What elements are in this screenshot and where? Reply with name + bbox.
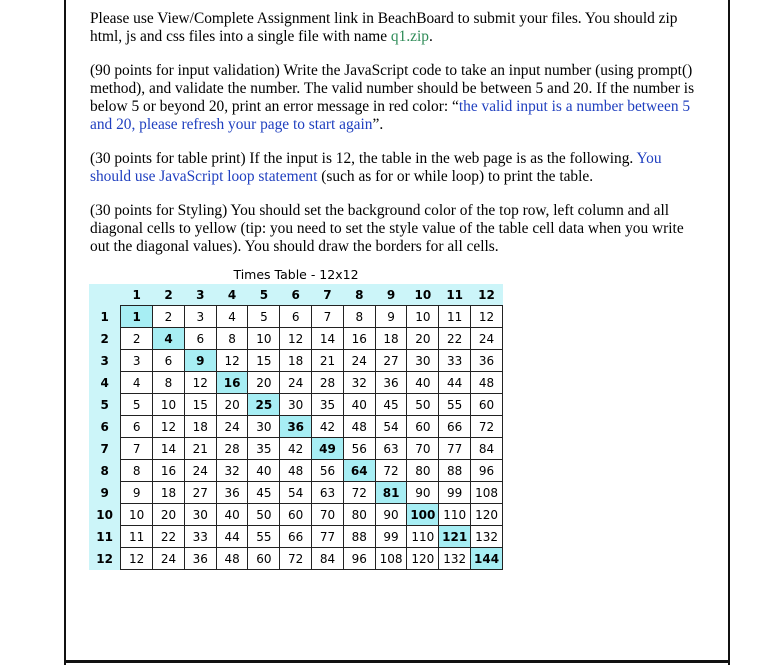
table-cell: 24 — [184, 460, 216, 482]
diagonal-cell: 64 — [343, 460, 375, 482]
column-header: 6 — [291, 287, 300, 302]
row-header: 6 — [100, 419, 109, 434]
table-cell: 120 — [471, 504, 503, 526]
column-header: 4 — [227, 287, 237, 302]
row-header: 5 — [100, 397, 109, 412]
table-cell: 77 — [312, 526, 344, 548]
table-cell: 96 — [343, 548, 375, 570]
table-cell: 60 — [407, 416, 439, 438]
table-cell: 45 — [248, 482, 280, 504]
row-header: 8 — [100, 463, 109, 478]
assignment-text — [90, 10, 702, 272]
table-cell: 70 — [312, 504, 344, 526]
table-cell: 90 — [375, 504, 407, 526]
diagonal-cell: 81 — [375, 482, 407, 504]
intro-suffix: . — [428, 28, 433, 45]
table-cell: 99 — [439, 482, 471, 504]
table-cell: 11 — [121, 526, 153, 548]
table-cell: 15 — [248, 350, 280, 372]
table-cell: 36 — [471, 350, 503, 372]
table-cell: 40 — [248, 460, 280, 482]
table-cell: 36 — [375, 372, 407, 394]
table-cell: 50 — [248, 504, 280, 526]
table-cell: 6 — [121, 416, 153, 438]
table-cell: 66 — [439, 416, 471, 438]
times-table-caption: Times Table - 12x12 — [89, 266, 503, 284]
validation-suffix: ”. — [372, 116, 384, 133]
table-cell: 132 — [471, 526, 503, 548]
table-cell: 33 — [439, 350, 471, 372]
table-cell: 48 — [280, 460, 312, 482]
table-row — [89, 548, 503, 570]
column-header: 9 — [386, 287, 396, 302]
table-cell: 44 — [216, 526, 248, 548]
table-cell: 88 — [343, 526, 375, 548]
table-cell: 16 — [153, 460, 185, 482]
table-cell: 7 — [121, 438, 153, 460]
row-header: 10 — [96, 507, 113, 522]
table-row — [89, 350, 503, 372]
diagonal-cell: 121 — [439, 526, 471, 548]
error-message-text: the valid input is a number between 5 and 20, please refresh your page to start again — [90, 98, 691, 133]
table-cell: 12 — [216, 350, 248, 372]
table-cell: 48 — [216, 548, 248, 570]
diagonal-cell: 49 — [312, 438, 344, 460]
row-header: 4 — [100, 375, 109, 390]
table-cell: 60 — [248, 548, 280, 570]
table-cell: 56 — [312, 460, 344, 482]
corner-cell — [89, 284, 121, 306]
table-cell: 3 — [184, 306, 216, 328]
table-cell: 12 — [121, 548, 153, 570]
table-cell: 84 — [471, 438, 503, 460]
table-row — [89, 306, 503, 328]
table-cell: 9 — [375, 306, 407, 328]
table-cell: 18 — [280, 350, 312, 372]
table-cell: 28 — [312, 372, 344, 394]
table-cell: 96 — [471, 460, 503, 482]
table-cell: 110 — [407, 526, 439, 548]
table-cell: 5 — [121, 394, 153, 416]
table-cell: 6 — [153, 350, 185, 372]
table-cell: 15 — [184, 394, 216, 416]
table-cell: 108 — [375, 548, 407, 570]
table-cell: 55 — [439, 394, 471, 416]
table-cell: 72 — [375, 460, 407, 482]
table-cell: 55 — [248, 526, 280, 548]
table-cell: 6 — [184, 328, 216, 350]
page-border-left — [64, 0, 66, 665]
column-header: 7 — [323, 287, 332, 302]
table-cell: 20 — [248, 372, 280, 394]
table-cell: 40 — [343, 394, 375, 416]
table-cell: 18 — [375, 328, 407, 350]
table-cell: 4 — [216, 306, 248, 328]
table-cell: 8 — [153, 372, 185, 394]
table-cell: 108 — [471, 482, 503, 504]
table-cell: 42 — [312, 416, 344, 438]
table-cell: 42 — [280, 438, 312, 460]
table-row — [89, 394, 503, 416]
intro-text: Please use View/Complete Assignment link in BeachBoard to submit your files. You should zip html, js and css files into a single file with name — [90, 10, 678, 45]
table-cell: 12 — [184, 372, 216, 394]
row-header: 3 — [100, 353, 109, 368]
table-cell: 50 — [407, 394, 439, 416]
table-cell: 40 — [216, 504, 248, 526]
table-cell: 70 — [407, 438, 439, 460]
table-cell: 10 — [121, 504, 153, 526]
table-row — [89, 526, 503, 548]
table-row — [89, 328, 503, 350]
table-cell: 12 — [280, 328, 312, 350]
table-cell: 30 — [280, 394, 312, 416]
table-cell: 22 — [439, 328, 471, 350]
table-cell: 48 — [471, 372, 503, 394]
times-table — [89, 284, 503, 570]
table-cell: 54 — [280, 482, 312, 504]
table-cell: 6 — [280, 306, 312, 328]
table-cell: 24 — [343, 350, 375, 372]
table-cell: 10 — [248, 328, 280, 350]
table-cell: 90 — [407, 482, 439, 504]
table-cell: 32 — [343, 372, 375, 394]
diagonal-cell: 1 — [121, 306, 153, 328]
times-table-figure — [89, 266, 503, 570]
table-cell: 14 — [153, 438, 185, 460]
table-cell: 63 — [312, 482, 344, 504]
table-cell: 40 — [407, 372, 439, 394]
column-header: 8 — [355, 287, 364, 302]
table-cell: 8 — [216, 328, 248, 350]
table-cell: 80 — [343, 504, 375, 526]
table-cell: 36 — [184, 548, 216, 570]
table-cell: 60 — [280, 504, 312, 526]
table-cell: 77 — [439, 438, 471, 460]
loop-requirement: You should use JavaScript loop statement — [90, 150, 662, 185]
table-cell: 54 — [375, 416, 407, 438]
table-cell: 14 — [312, 328, 344, 350]
table-row — [89, 416, 503, 438]
table-cell: 28 — [216, 438, 248, 460]
table-cell: 30 — [407, 350, 439, 372]
table-cell: 18 — [153, 482, 185, 504]
diagonal-cell: 4 — [153, 328, 185, 350]
table-cell: 56 — [343, 438, 375, 460]
row-header: 11 — [96, 529, 113, 544]
table-cell: 2 — [153, 306, 185, 328]
table-cell: 36 — [216, 482, 248, 504]
diagonal-cell: 25 — [248, 394, 280, 416]
table-cell: 18 — [184, 416, 216, 438]
table-cell: 80 — [407, 460, 439, 482]
table-cell: 30 — [184, 504, 216, 526]
header-row — [89, 284, 503, 306]
table-print-paragraph — [90, 150, 702, 186]
validation-paragraph — [90, 62, 702, 134]
table-cell: 5 — [248, 306, 280, 328]
column-header: 10 — [414, 287, 432, 302]
styling-text: (30 points for Styling) You should set the background color of the top row, left column and all diagonal cells to yellow (tip: you need to set the style value of the table cell data when you write out the diagonal values). You should draw the borders for all cells. — [90, 202, 684, 255]
table-cell: 27 — [375, 350, 407, 372]
diagonal-cell: 36 — [280, 416, 312, 438]
table-cell: 27 — [184, 482, 216, 504]
row-header: 7 — [100, 441, 109, 456]
styling-paragraph — [90, 202, 702, 256]
table-cell: 110 — [439, 504, 471, 526]
column-header: 5 — [259, 287, 269, 302]
table-cell: 72 — [471, 416, 503, 438]
table-cell: 24 — [280, 372, 312, 394]
table-cell: 21 — [184, 438, 216, 460]
diagonal-cell: 16 — [216, 372, 248, 394]
table-cell: 11 — [439, 306, 471, 328]
table-row — [89, 372, 503, 394]
table-print-suffix: (such as for or while loop) to print the table. — [317, 168, 594, 185]
table-cell: 30 — [248, 416, 280, 438]
table-cell: 72 — [280, 548, 312, 570]
table-cell: 60 — [471, 394, 503, 416]
table-cell: 3 — [121, 350, 153, 372]
table-cell: 44 — [439, 372, 471, 394]
table-row — [89, 438, 503, 460]
table-cell: 35 — [248, 438, 280, 460]
table-cell: 9 — [121, 482, 153, 504]
table-cell: 45 — [375, 394, 407, 416]
page-border-bottom — [64, 660, 730, 663]
table-cell: 20 — [407, 328, 439, 350]
column-header: 3 — [196, 287, 205, 302]
row-header: 9 — [100, 485, 109, 500]
row-header: 2 — [100, 331, 109, 346]
table-cell: 120 — [407, 548, 439, 570]
table-cell: 20 — [153, 504, 185, 526]
column-header: 2 — [164, 287, 173, 302]
table-row — [89, 460, 503, 482]
table-cell: 22 — [153, 526, 185, 548]
table-cell: 21 — [312, 350, 344, 372]
table-print-text: (30 points for table print) If the input is 12, the table in the web page is as the following. — [90, 150, 637, 167]
table-cell: 84 — [312, 548, 344, 570]
table-row — [89, 504, 503, 526]
table-cell: 132 — [439, 548, 471, 570]
table-cell: 24 — [216, 416, 248, 438]
row-header: 12 — [96, 551, 113, 566]
table-cell: 63 — [375, 438, 407, 460]
table-cell: 72 — [343, 482, 375, 504]
column-header: 11 — [446, 287, 464, 302]
table-cell: 8 — [121, 460, 153, 482]
table-cell: 10 — [153, 394, 185, 416]
diagonal-cell: 9 — [184, 350, 216, 372]
validation-text: (90 points for input validation) Write the JavaScript code to take an input number (using prompt() method), and validate the number. The valid number should be between 5 and 20. If the number is below 5 or beyond 20, print an error message in red color: “ — [90, 62, 695, 115]
table-cell: 16 — [343, 328, 375, 350]
table-cell: 8 — [343, 306, 375, 328]
table-cell: 48 — [343, 416, 375, 438]
diagonal-cell: 100 — [407, 504, 439, 526]
table-cell: 99 — [375, 526, 407, 548]
intro-paragraph — [90, 10, 702, 46]
table-cell: 10 — [407, 306, 439, 328]
filename: q1.zip — [390, 28, 429, 45]
table-cell: 32 — [216, 460, 248, 482]
table-cell: 12 — [471, 306, 503, 328]
table-cell: 66 — [280, 526, 312, 548]
table-cell: 88 — [439, 460, 471, 482]
table-cell: 20 — [216, 394, 248, 416]
table-cell: 24 — [153, 548, 185, 570]
diagonal-cell: 144 — [471, 548, 503, 570]
table-cell: 4 — [121, 372, 153, 394]
column-header: 1 — [132, 287, 141, 302]
column-header: 12 — [478, 287, 495, 302]
table-cell: 35 — [312, 394, 344, 416]
table-cell: 2 — [121, 328, 153, 350]
table-cell: 33 — [184, 526, 216, 548]
page-border-right — [728, 0, 730, 665]
table-row — [89, 482, 503, 504]
table-cell: 12 — [153, 416, 185, 438]
table-cell: 24 — [471, 328, 503, 350]
table-cell: 7 — [312, 306, 344, 328]
row-header: 1 — [100, 309, 109, 324]
